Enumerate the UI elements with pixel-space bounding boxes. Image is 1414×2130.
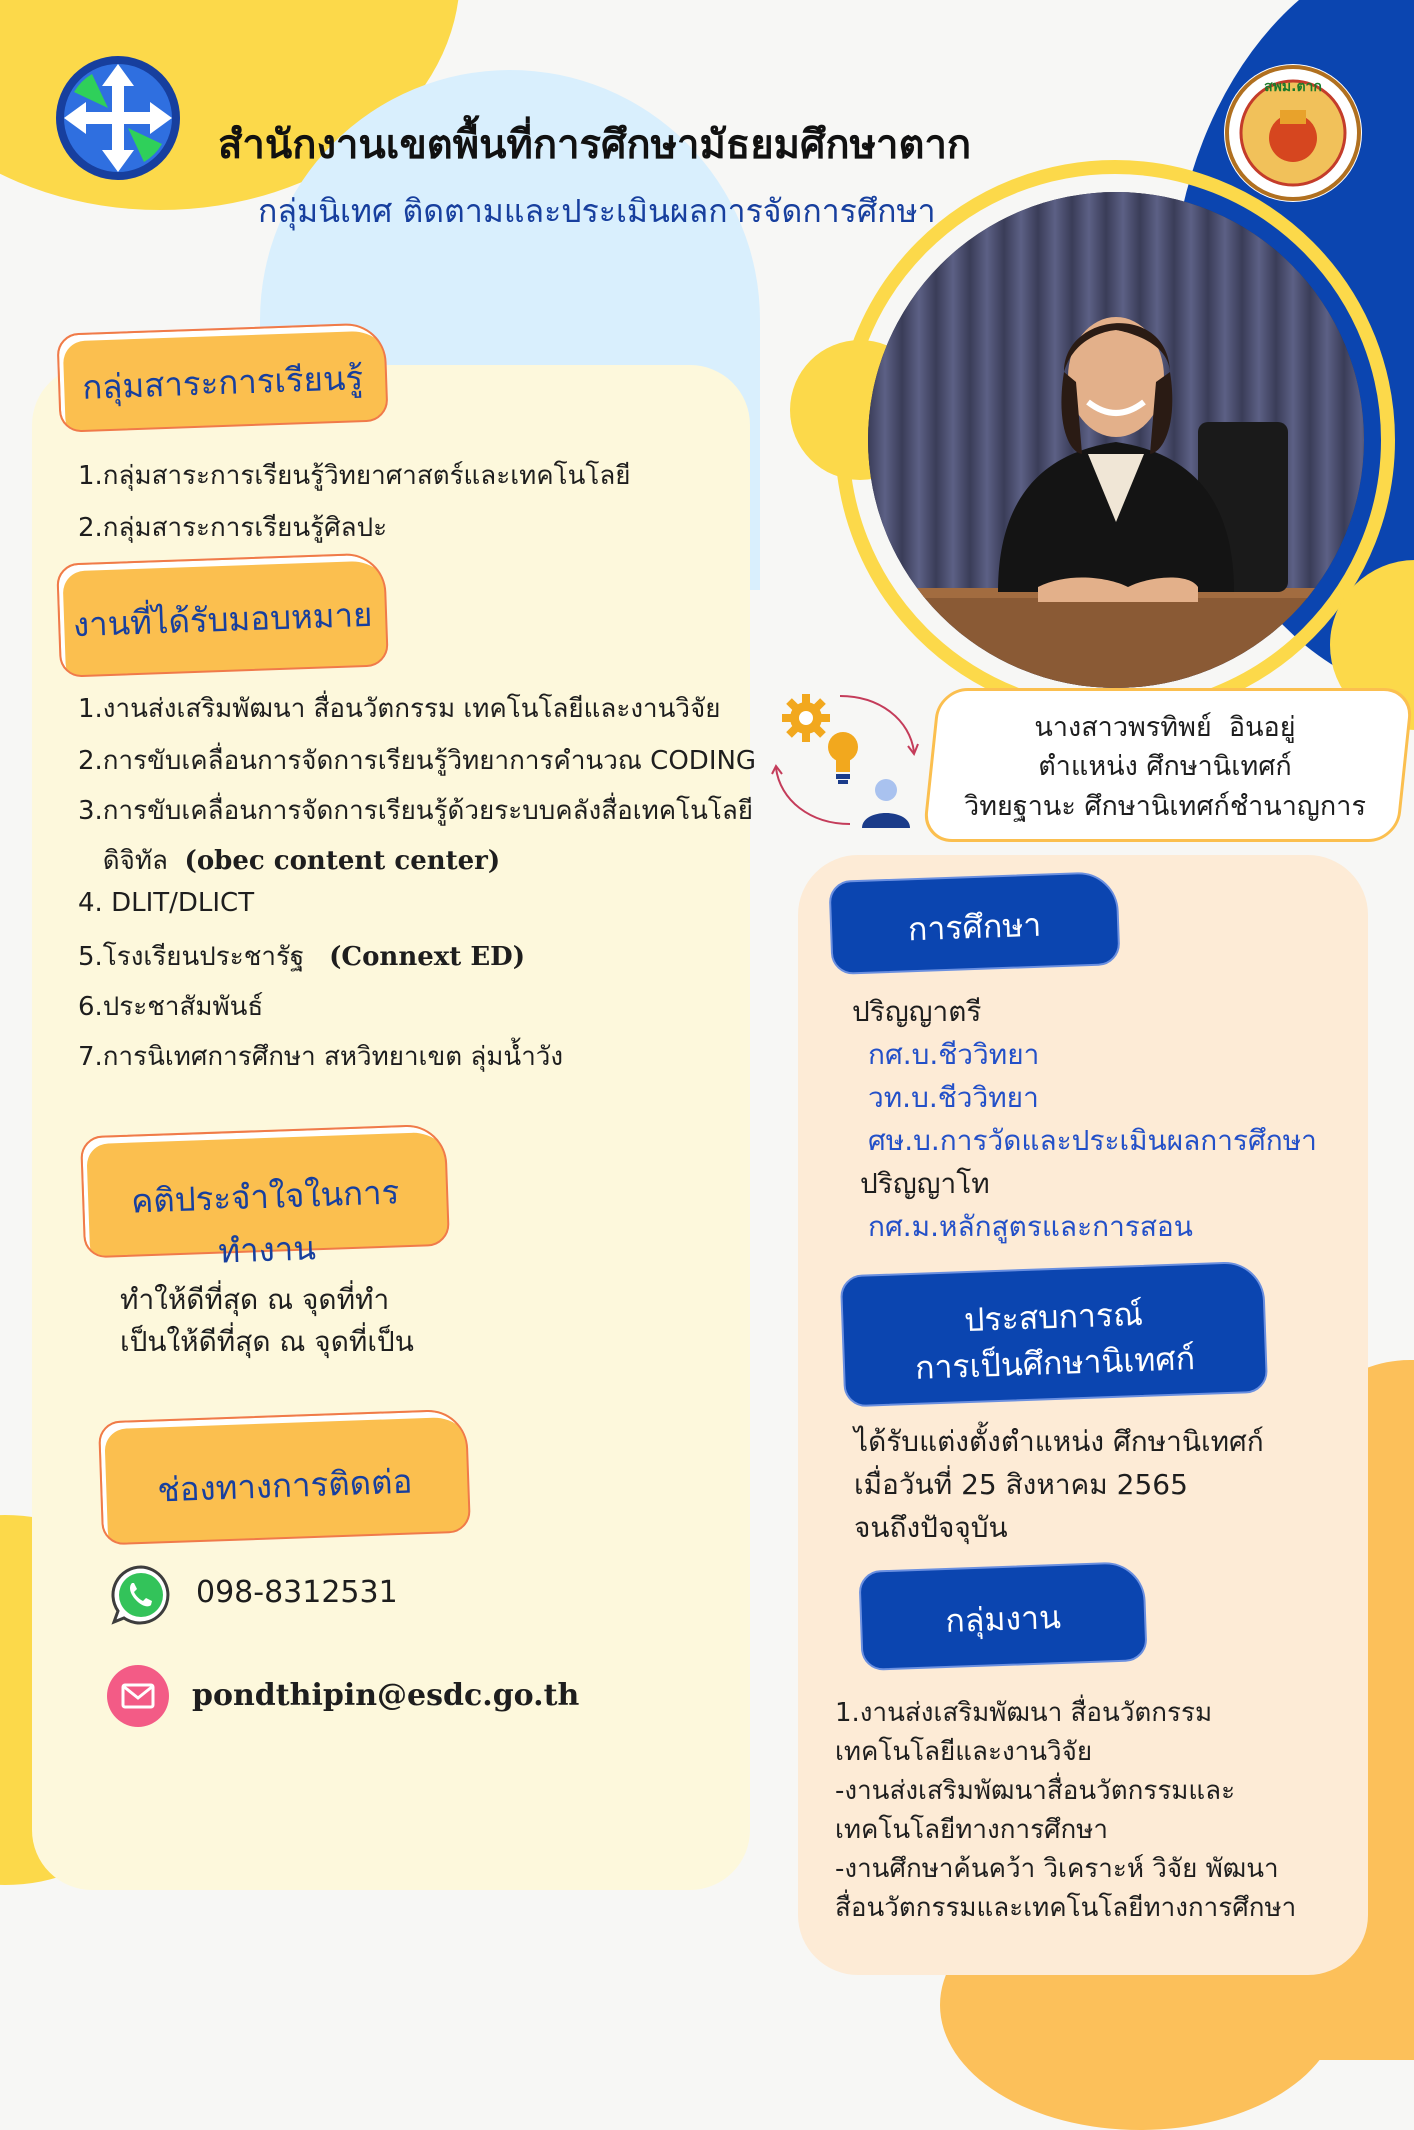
profile-position: ตำแหน่ง ศึกษานิเทศก์: [1038, 751, 1292, 782]
motto-line-2: เป็นให้ดีที่สุด ณ จุดที่เป็น: [120, 1325, 414, 1358]
experience-line: จนถึงปัจจุบัน: [854, 1511, 1008, 1544]
assignment-item: 5.โรงเรียนประชารัฐ (Connext ED): [78, 942, 525, 972]
subjects-heading: กลุ่มสาระการเรียนรู้: [81, 358, 364, 407]
bachelor-label: ปริญญาตรี: [852, 995, 982, 1028]
assignment-item: 3.การขับเคลื่อนการจัดการเรียนรู้ด้วยระบบคลังสื่อเทคโนโลยี: [78, 796, 753, 826]
education-heading: การศึกษา: [907, 905, 1042, 949]
subject-item: 2.กลุ่มสาระการเรียนรู้ศิลปะ: [78, 513, 388, 543]
work-group-line: -งานศึกษาค้นคว้า วิเคราะห์ วิจัย พัฒนา: [835, 1854, 1279, 1884]
education-heading-pill: [828, 871, 1120, 975]
contact-heading-pill: [98, 1409, 471, 1546]
experience-line: ได้รับแต่งตั้งตำแหน่ง ศึกษานิเทศก์: [854, 1425, 1264, 1458]
work-group-line: เทคโนโลยีและงานวิจัย: [835, 1737, 1093, 1767]
master-degree: กศ.ม.หลักสูตรและการสอน: [868, 1210, 1193, 1243]
work-group-heading-pill: [858, 1561, 1147, 1671]
contact-heading: ช่องทางการติดต่อ: [156, 1461, 413, 1510]
assignment-item: 1.งานส่งเสริมพัฒนา สื่อนวัตกรรม เทคโนโลยีและงานวิจัย: [78, 694, 721, 724]
cycle-arrows-icon: [770, 690, 920, 830]
assignment-item: 7.การนิเทศการศึกษา สหวิทยาเขต ลุ่มน้ำวัง: [78, 1042, 564, 1072]
assignment-item: 2.การขับเคลื่อนการจัดการเรียนรู้วิทยาการคำนวณ CODING: [78, 746, 757, 776]
subject-item: 1.กลุ่มสาระการเรียนรู้วิทยาศาสตร์และเทคโนโลยี: [78, 461, 631, 491]
profile-photo: [868, 192, 1364, 688]
seal-text: สพม.ตาก: [1264, 79, 1322, 95]
whatsapp-icon: [108, 1562, 174, 1628]
assignments-heading: งานที่ได้รับมอบหมาย: [72, 594, 374, 645]
work-group-line: สื่อนวัตกรรมและเทคโนโลยีทางการศึกษา: [835, 1893, 1297, 1923]
subjects-heading-pill: [56, 322, 388, 432]
profile-name: นางสาวพรทิพย์ อินอยู่: [1034, 712, 1296, 743]
seal-icon: [1222, 62, 1364, 204]
bachelor-degree: กศ.บ.ชีววิทยา: [868, 1038, 1040, 1071]
experience-heading-2: การเป็นศึกษานิเทศก์: [914, 1339, 1196, 1387]
contact-email[interactable]: pondthipin@esdc.go.th: [192, 1678, 580, 1713]
experience-heading-pill: [840, 1261, 1268, 1408]
bachelor-degree: ศษ.บ.การวัดและประเมินผลการศึกษา: [868, 1124, 1317, 1157]
assignments-heading-pill: [56, 552, 389, 677]
work-group-line: -งานส่งเสริมพัฒนาสื่อนวัตกรรมและ: [835, 1776, 1236, 1806]
assignment-item: 6.ประชาสัมพันธ์: [78, 992, 264, 1022]
master-label: ปริญญาโท: [860, 1167, 990, 1200]
group-name: กลุ่มนิเทศ ติดตามและประเมินผลการจัดการศึกษา: [258, 192, 936, 230]
arrows-logo-icon: [52, 52, 184, 184]
work-group-line: 1.งานส่งเสริมพัฒนา สื่อนวัตกรรม: [835, 1698, 1213, 1728]
assignment-item: 4. DLIT/DLICT: [78, 888, 255, 918]
experience-line: เมื่อวันที่ 25 สิงหาคม 2565: [854, 1468, 1188, 1501]
contact-phone[interactable]: 098-8312531: [196, 1575, 398, 1610]
assignment-item-suffix: (Connext ED): [329, 942, 525, 972]
assignment-item-suffix: (obec content center): [184, 846, 501, 876]
experience-heading-1: ประสบการณ์: [963, 1294, 1144, 1340]
work-group-line: เทคโนโลยีทางการศึกษา: [835, 1815, 1109, 1845]
email-icon: [106, 1664, 170, 1728]
motto-line-1: ทำให้ดีที่สุด ณ จุดที่ทำ: [120, 1283, 390, 1316]
work-group-heading: กลุ่มงาน: [944, 1597, 1062, 1641]
profile-rank: วิทยฐานะ ศึกษานิเทศก์ชำนาญการ: [964, 791, 1366, 822]
motto-heading: คติประจำใจในการทำงาน: [130, 1172, 400, 1271]
assignment-item: ดิจิทัล (obec content center): [78, 846, 501, 876]
motto-heading-pill: [80, 1124, 450, 1271]
bachelor-degree: วท.บ.ชีววิทยา: [868, 1081, 1039, 1114]
org-name: สำนักงานเขตพื้นที่การศึกษามัธยมศึกษาตาก: [218, 122, 972, 168]
